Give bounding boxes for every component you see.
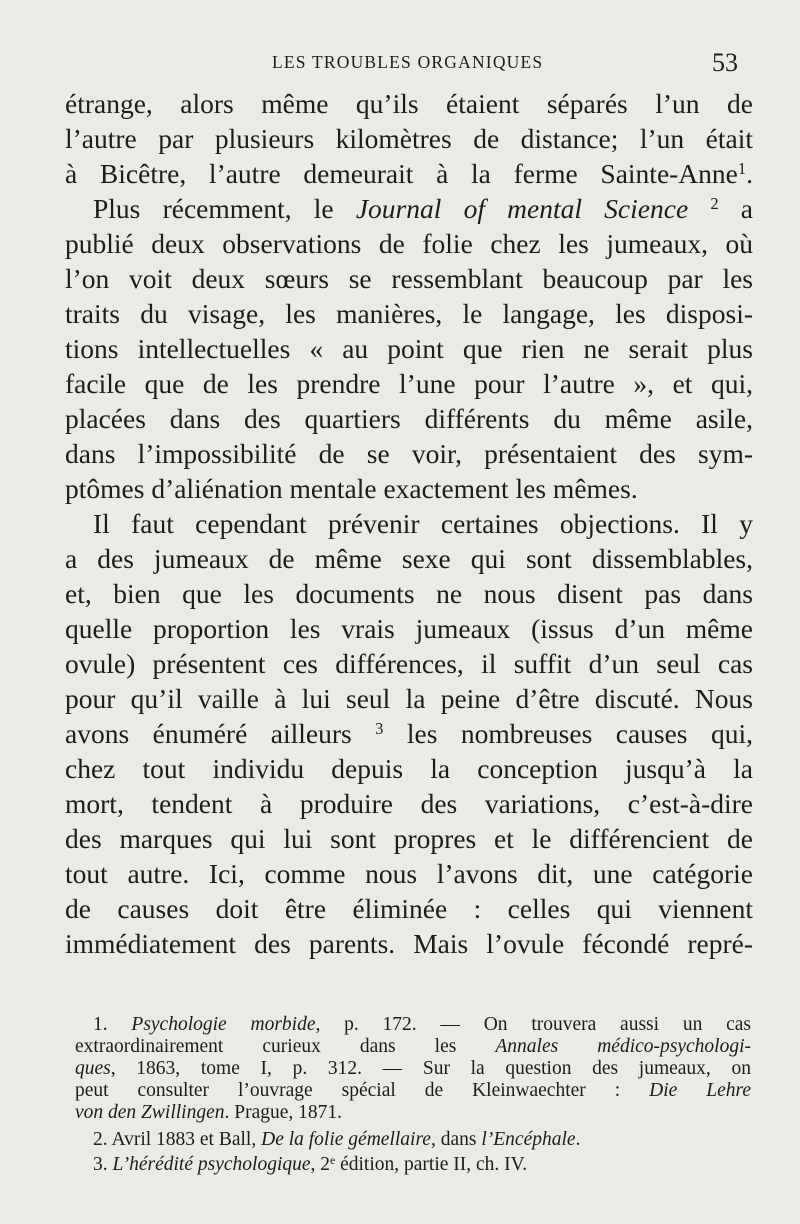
text-run: , 1863, tome I, p. 312. — Sur la question des jumeaux, on [110, 1058, 751, 1079]
book-title: Die Lehre [649, 1080, 751, 1101]
text-line: l’autre par plusieurs kilomètres de distance; l’un était [65, 123, 753, 154]
page-number: 53 [712, 48, 738, 77]
text-line: tions intellectuelles « au point que rien ne serait plus [65, 333, 753, 364]
text-line: des marques qui lui sont propres et le différencient de [65, 823, 753, 854]
text-run: extraordinairement curieux dans les [75, 1036, 496, 1057]
text-line: mort, tendent à produire des variations, c’est-à-dire [65, 788, 753, 819]
text-run: . [746, 158, 753, 189]
text-line: ovule) présentent ces différences, il suffit d’un seul cas [65, 648, 753, 679]
running-head [0, 48, 800, 78]
text-run: , 2 [310, 1154, 331, 1175]
running-title: LES TROUBLES ORGANIQUES [272, 52, 544, 72]
footnote-3 [93, 1153, 751, 1177]
superscript: e [330, 1153, 336, 1167]
text-line: chez tout individu depuis la conception jusqu’à la [65, 753, 753, 784]
text-run: . [575, 1129, 581, 1150]
text-run: à Bicêtre, l’autre demeurait à la ferme Sainte-Anne [65, 158, 738, 189]
text-line: étrange, alors même qu’ils étaient séparés l’un de [65, 88, 753, 119]
text-line: a des jumeaux de même sexe qui sont dissemblables, [65, 543, 753, 574]
text-run: Plus récemment, le [93, 193, 356, 224]
footnote-number: 2. [93, 1129, 108, 1150]
text-line: de causes doit être éliminée : celles qui viennent [65, 893, 753, 924]
text-line: tout autre. Ici, comme nous l’avons dit, une catégorie [65, 858, 753, 889]
text-run: , p. 172. — On trouvera aussi un cas [315, 1014, 752, 1035]
journal-title: l’Encéphale [481, 1129, 576, 1150]
journal-title: Annales médico-psychologi- [495, 1036, 751, 1057]
footnote-2 [93, 1128, 751, 1152]
text-line: pour qu’il vaille à lui seul la peine d’être discuté. Nous [65, 683, 753, 714]
text-run: avons énuméré ailleurs [65, 718, 376, 749]
footnote-ref: 1 [737, 158, 747, 178]
footnote-line [75, 1101, 751, 1125]
footnote-1 [93, 1013, 751, 1037]
text-line: l’on voit deux sœurs se ressemblant beaucoup par les [65, 263, 753, 294]
text-line: publié deux observations de folie chez les jumeaux, où [65, 228, 753, 259]
text-run: les nombreuses causes qui, [383, 718, 753, 749]
journal-title: Journal of mental Science [355, 193, 689, 224]
text-run: édition, partie II, ch. IV. [335, 1154, 528, 1175]
text-line: dans l’impossibilité de se voir, présentaient des sym- [65, 438, 753, 469]
text-line: immédiatement des parents. Mais l’ovule fécondé repré- [65, 928, 753, 959]
footnote-line [75, 1057, 751, 1081]
footnote-line [75, 1035, 751, 1059]
text-line: Il faut cependant prévenir certaines objections. Il y [93, 508, 753, 539]
text-run: a [718, 193, 754, 224]
footnote-line [75, 1079, 751, 1103]
text-line: ptômes d’aliénation mentale exactement les mêmes. [65, 473, 638, 504]
text-line [93, 191, 753, 226]
text-line: placées dans des quartiers différents du même asile, [65, 403, 753, 434]
footnote-number: 1. [93, 1014, 108, 1035]
text-run: . Prague, 1871. [224, 1102, 343, 1123]
book-title: von den Zwillingen [75, 1102, 225, 1123]
footnote-number: 3. [93, 1154, 108, 1175]
text-line: facile que de les prendre l’une pour l’autre », et qui, [65, 368, 753, 399]
journal-title: ques [75, 1058, 111, 1079]
book-title: De la folie gémellaire [261, 1129, 431, 1150]
text-run: Avril 1883 et Ball, [111, 1129, 262, 1150]
book-title: Psychologie morbide [131, 1014, 316, 1035]
text-line: et, bien que les documents ne nous disent pas dans [65, 578, 753, 609]
text-run: , dans [430, 1129, 482, 1150]
book-title: L’hérédité psychologique [112, 1154, 311, 1175]
text-line: traits du visage, les manières, le langage, les disposi- [65, 298, 753, 329]
footnote-ref: 2 [710, 193, 719, 213]
text-line: quelle proportion les vrais jumeaux (issus d’un même [65, 613, 753, 644]
text-line [65, 156, 753, 191]
text-run: peut consulter l’ouvrage spécial de Kleinwaechter : [75, 1080, 650, 1101]
text-line [65, 716, 753, 751]
footnote-ref: 3 [375, 718, 384, 738]
